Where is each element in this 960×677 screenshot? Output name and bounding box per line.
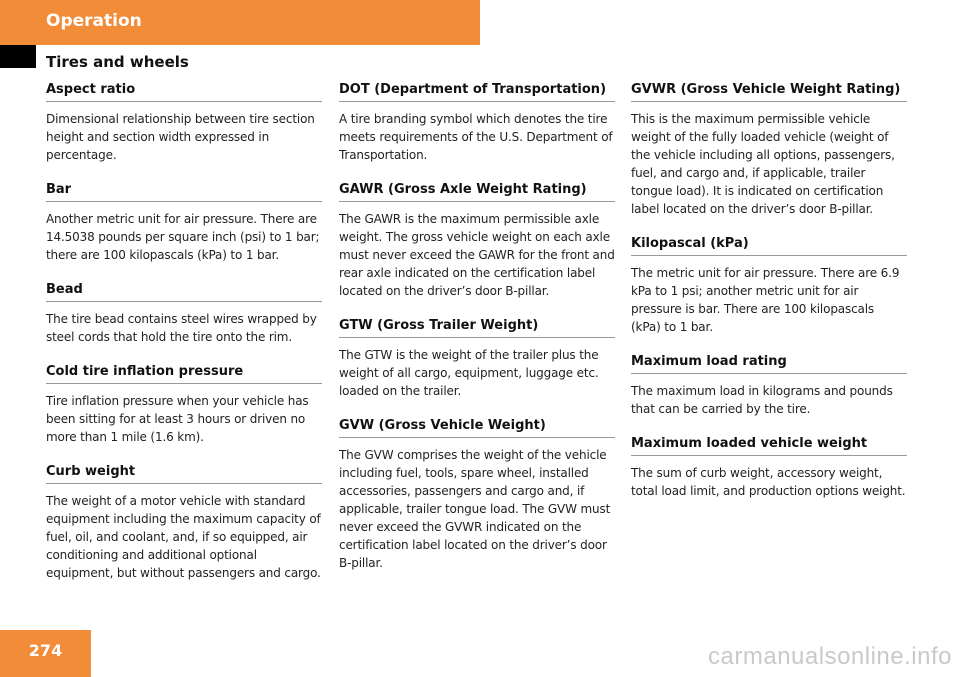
column-3 bbox=[631, 82, 907, 518]
term-title: GVWR (Gross Vehicle Weight Rating) bbox=[631, 82, 907, 102]
term-title: DOT (Department of Transportation) bbox=[339, 82, 615, 102]
term-definition: The sum of curb weight, accessory weight, total load limit, and production options weight. bbox=[631, 466, 906, 498]
glossary-entry-kilopascal bbox=[631, 236, 907, 336]
term-title: Bead bbox=[46, 282, 322, 302]
glossary-entry-curb-weight bbox=[46, 464, 322, 582]
term-title: Aspect ratio bbox=[46, 82, 322, 102]
term-title: Cold tire inflation pressure bbox=[46, 364, 322, 384]
section-marker-tab bbox=[0, 45, 36, 68]
watermark: carmanualsonline.info bbox=[708, 643, 952, 670]
term-definition: The GAWR is the maximum permissible axle weight. The gross vehicle weight on each axle must never exceed the GAWR for the front and rear axle indicated on the certification label located on the driver’s door B-pillar. bbox=[339, 212, 615, 298]
term-title: Kilopascal (kPa) bbox=[631, 236, 907, 256]
glossary-entry-gvw bbox=[339, 418, 615, 572]
page-number-box bbox=[0, 630, 91, 677]
term-definition: Another metric unit for air pressure. There are 14.5038 pounds per square inch (psi) to 1 bar; there are 100 kilopascals (kPa) to 1 bar. bbox=[46, 212, 320, 262]
term-title: GAWR (Gross Axle Weight Rating) bbox=[339, 182, 615, 202]
section-title: Operation bbox=[46, 11, 142, 31]
term-definition: This is the maximum permissible vehicle weight of the fully loaded vehicle (weight of the vehicle including all options, passengers, fuel, and cargo and, if applicable, trailer tongue load). It is indicated on certification label located on the driver’s door B-pillar. bbox=[631, 112, 895, 216]
term-definition: A tire branding symbol which denotes the tire meets requirements of the U.S. Department of Transportation. bbox=[339, 112, 613, 162]
term-title: GTW (Gross Trailer Weight) bbox=[339, 318, 615, 338]
term-title: Curb weight bbox=[46, 464, 322, 484]
term-title: GVW (Gross Vehicle Weight) bbox=[339, 418, 615, 438]
glossary-entry-gawr bbox=[339, 182, 615, 300]
term-definition: The GTW is the weight of the trailer plus the weight of all cargo, equipment, luggage etc. loaded on the trailer. bbox=[339, 348, 599, 398]
term-definition: The GVW comprises the weight of the vehicle including fuel, tools, spare wheel, installed accessories, passengers and cargo and, if applicable, trailer tongue load. The GVW must never exceed the GVWR indicated on the certification label located on the driver’s door B-pillar. bbox=[339, 448, 611, 570]
term-definition: Dimensional relationship between tire section height and section width expressed in percentage. bbox=[46, 112, 315, 162]
term-title: Bar bbox=[46, 182, 322, 202]
column-2 bbox=[339, 82, 615, 590]
glossary-entry-aspect-ratio bbox=[46, 82, 322, 164]
glossary-entry-gvwr bbox=[631, 82, 907, 218]
term-title: Maximum load rating bbox=[631, 354, 907, 374]
glossary-entry-bead bbox=[46, 282, 322, 346]
glossary-entry-maximum-loaded-vehicle-weight bbox=[631, 436, 907, 500]
glossary-entry-dot bbox=[339, 82, 615, 164]
glossary-entry-maximum-load-rating bbox=[631, 354, 907, 418]
page-number: 274 bbox=[28, 641, 63, 660]
term-definition: The maximum load in kilograms and pounds that can be carried by the tire. bbox=[631, 384, 893, 416]
term-definition: The weight of a motor vehicle with standard equipment including the maximum capacity of fuel, oil, and coolant, and, if so equipped, air conditioning and additional optional equipment, but without passengers and cargo. bbox=[46, 494, 321, 580]
page-title: Tires and wheels bbox=[46, 53, 189, 71]
glossary-entry-gtw bbox=[339, 318, 615, 400]
column-1 bbox=[46, 82, 322, 600]
term-definition: Tire inflation pressure when your vehicle has been sitting for at least 3 hours or driven no more than 1 mile (1.6 km). bbox=[46, 394, 309, 444]
glossary-entry-cold-tire-inflation-pressure bbox=[46, 364, 322, 446]
term-definition: The tire bead contains steel wires wrapped by steel cords that hold the tire onto the rim. bbox=[46, 312, 317, 344]
term-title: Maximum loaded vehicle weight bbox=[631, 436, 907, 456]
term-definition: The metric unit for air pressure. There are 6.9 kPa to 1 psi; another metric unit for air pressure is bar. There are 100 kilopascals (kPa) to 1 bar. bbox=[631, 266, 900, 334]
glossary-entry-bar bbox=[46, 182, 322, 264]
